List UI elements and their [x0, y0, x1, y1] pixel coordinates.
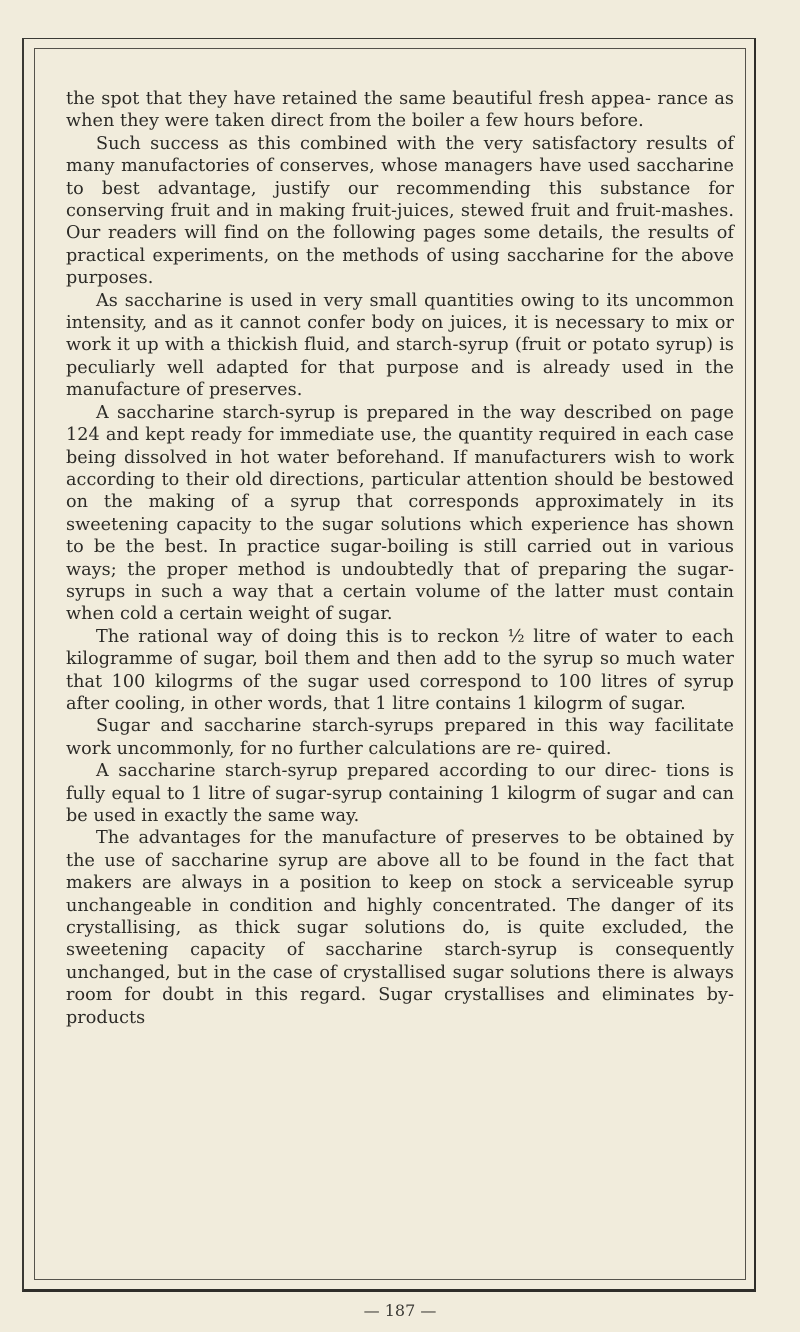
- paragraph: A saccharine starch-syrup prepared according to our direc- tions is fully equal to 1 litre of sugar-syrup containing 1 kilogrm of sugar and can be used in exactly the same way.: [66, 761, 734, 826]
- paragraph: The advantages for the manufacture of preserves to be obtained by the use of saccharine syrup are above all to be found in the fact that makers are always in a position to keep on stock a serviceable syrup unchangeable in condition and highly concentrated. The danger of its crystallising, as thick sugar solutions do, is quite excluded, the sweetening capacity of saccharine starch-syrup is consequently unchanged, but in the case of crystallised sugar solutions there is always room for doubt in this regard. Sugar crystallises and eliminates by-products: [66, 828, 734, 1028]
- body-text: [66, 88, 734, 1029]
- paragraph: A saccharine starch-syrup is prepared in the way described on page 124 and kept ready for immediate use, the quantity required in each case being dissolved in hot water beforehand. If manufacturers wish to work according to their old directions, particular attention should be bestowed on the making of a syrup that corresponds approximately in its sweetening capacity to the sugar solutions which experience has shown to be the best. In practice sugar-boiling is still carried out in various ways; the proper method is undoubtedly that of preparing the sugar-syrups in such a way that a certain volume of the latter must contain when cold a certain weight of sugar.: [66, 402, 734, 625]
- paragraph: As saccharine is used in very small quantities owing to its uncommon intensity, and as it cannot confer body on juices, it is necessary to mix or work it up with a thickish fluid, and starch-syrup (fruit or potato syrup) is peculiarly well adapted for that purpose and is already used in the manufacture of preserves.: [66, 290, 734, 401]
- page-number: — 187 —: [363, 1301, 437, 1320]
- paragraph: Such success as this combined with the very satisfactory results of many manufactories of conserves, whose managers have used saccharine to best advantage, justify our recommending this substance for conserving fruit and in making fruit-juices, stewed fruit and fruit-mashes. Our readers will find on the following pages some details, the results of practical experiments, on the methods of using saccharine for the above purposes.: [66, 133, 734, 289]
- paragraph: The rational way of doing this is to reckon ½ litre of water to each kilogramme of sugar, boil them and then add to the syrup so much water that 100 kilogrms of the sugar used correspond to 100 litres of syrup after cooling, in other words, that 1 litre contains 1 kilogrm of sugar.: [66, 626, 734, 714]
- paragraph: the spot that they have retained the same beautiful fresh appea- rance as when they were taken direct from the boiler a few hours before.: [66, 89, 734, 132]
- paragraph: Sugar and saccharine starch-syrups prepared in this way facilitate work uncommonly, for no further calculations are re- quired.: [66, 716, 734, 759]
